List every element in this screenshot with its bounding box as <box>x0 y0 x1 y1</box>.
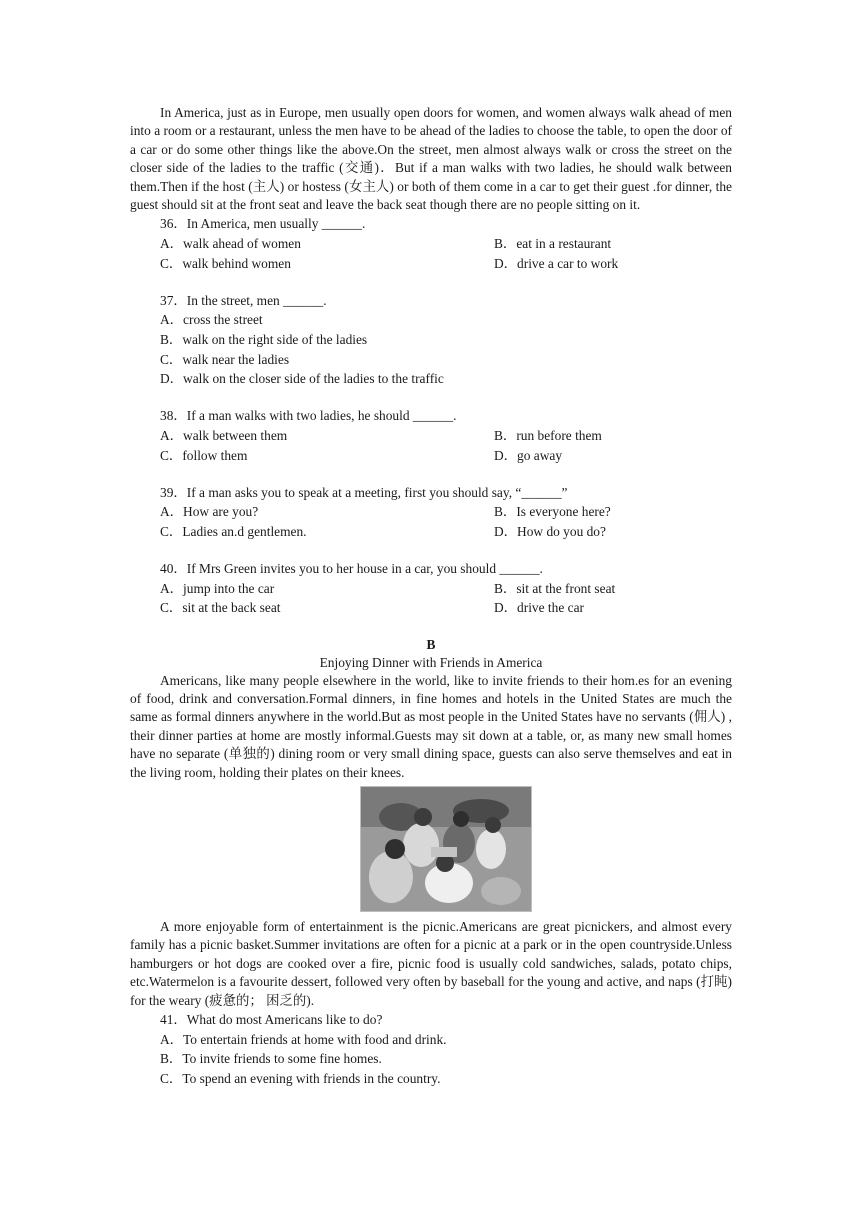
question-36-option-a: A．walk ahead of women <box>160 236 301 252</box>
section-b-title: Enjoying Dinner with Friends in America <box>319 654 543 670</box>
question-39-stem: 39．If a man asks you to speak at a meeting, first you should say, “______” <box>160 484 568 500</box>
section-b-paragraph-1: Americans, like many people elsewhere in the world, like to invite friends to their hom.es for an evening of food, drink and conversation.Formal dinners, in fine homes and hotels in the United States are much the same as formal dinners anywhere in the world.But as most people in the United States have no servants (佣人) , their dinner parties at home are mostly informal.Guests may sit down at a table, or, as many new small homes have no separate (单独的) dining room or very small dining space, guests can also serve themselves and eat in the living room, holding their plates on their knees. <box>130 672 732 780</box>
question-36-stem: 36．In America, men usually ______. <box>160 216 366 232</box>
picnic-photo-image <box>361 787 531 911</box>
picnic-photo <box>360 786 532 912</box>
question-40-options-row-2 <box>130 598 732 618</box>
question-39-options-row-1 <box>130 502 732 522</box>
question-38-option-b: B．run before them <box>494 427 602 443</box>
question-37-option-a: A．cross the street <box>160 312 263 328</box>
question-38-option-a: A．walk between them <box>160 427 288 443</box>
section-b-paragraph-2: A more enjoyable form of entertainment is the picnic.Americans are great picnickers, and almost every family has a picnic basket.Summer invitations are often for a picnic at a park or in the open countryside.Unless hamburgers or hot dogs are cooked over a fire, picnic food is usually cold sandwiches, salads, potato chips, etc.Watermelon is a favourite dessert, followed very often by baseball for the young and active, and naps (打盹) for the weary (疲惫的； 困乏的). <box>130 918 732 1008</box>
question-38-options-row-2 <box>130 446 732 466</box>
question-40-option-c: C．sit at the back seat <box>160 600 281 616</box>
question-41-option-c: C．To spend an evening with friends in the country. <box>160 1070 441 1086</box>
question-41-stem: 41．What do most Americans like to do? <box>160 1011 383 1027</box>
question-40-option-d: D．drive the car <box>494 600 584 616</box>
question-39-option-a: A．How are you? <box>160 504 259 520</box>
question-37-option-b: B．walk on the right side of the ladies <box>160 332 368 347</box>
question-38-options-row-1 <box>130 426 732 446</box>
question-36-option-d: D．drive a car to work <box>494 255 619 271</box>
question-37-option-d: D．walk on the closer side of the ladies to the traffic <box>160 371 444 387</box>
question-41-option-b: B．To invite friends to some fine homes. <box>160 1051 382 1067</box>
worksheet-page <box>130 104 732 1088</box>
question-40-options-row-1 <box>130 579 732 599</box>
question-40-stem: 40．If Mrs Green invites you to her house in a car, you should ______. <box>160 561 543 577</box>
question-39-option-c: C．Ladies an.d gentlemen. <box>160 523 307 539</box>
question-36-options-row-2 <box>130 254 732 274</box>
question-38-stem: 38．If a man walks with two ladies, he should ______. <box>160 408 457 424</box>
question-36-options-row-1 <box>130 234 732 254</box>
question-36-option-b: B．eat in a restaurant <box>494 236 612 252</box>
section-b-letter: B <box>426 636 436 652</box>
passage-a: In America, just as in Europe, men usually open doors for women, and women always walk ahead of men into a room or a restaurant, unless the men have to be ahead of the ladies to choose the table, to open the door of a car or do some other things like the above.On the street, men almost always walk or cross the street on the closer side of the ladies to the traffic (交通)．But if a man walks with two ladies, he should walk between them.Then if the host (主人) or hostess (女主人) or both of them come in a car to get their guest .for dinner, the guest should sit at the front seat and leave the back seat though there are no people sitting on it. <box>130 105 732 213</box>
question-39-option-b: B．Is everyone here? <box>494 504 611 520</box>
question-37-option-c: C．walk near the ladies <box>160 351 290 367</box>
question-39-option-d: D．How do you do? <box>494 523 606 539</box>
question-40-option-a: A．jump into the car <box>160 580 275 596</box>
question-38-option-d: D．go away <box>494 447 563 463</box>
question-41-option-a: A．To entertain friends at home with food and drink. <box>160 1031 447 1047</box>
question-36-option-c: C．walk behind women <box>160 255 291 271</box>
question-37-stem: 37．In the street, men ______. <box>160 292 327 308</box>
question-39-options-row-2 <box>130 522 732 542</box>
question-38-option-c: C．follow them <box>160 447 248 463</box>
question-40-option-b: B．sit at the front seat <box>494 580 616 596</box>
